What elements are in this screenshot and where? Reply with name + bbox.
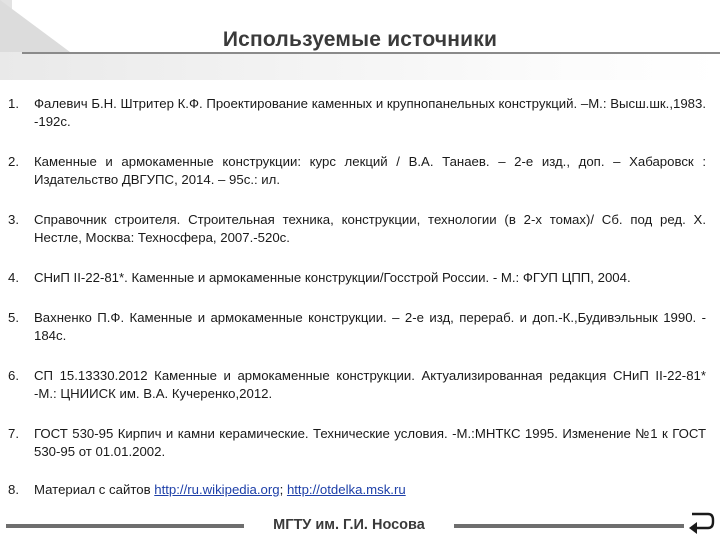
source-text: Вахненко П.Ф. Каменные и армокаменные конструкции. – 2-е изд, перераб. и доп.-К.,Будивэльнык 1990. - 184с.: [34, 310, 706, 343]
slide-title: Используемые источники: [222, 28, 498, 51]
source-number: 7.: [8, 426, 19, 441]
source-prefix: Материал с сайтов: [34, 482, 155, 497]
source-number: 1.: [8, 96, 19, 111]
footer-university: МГТУ им. Г.И. Носова: [273, 517, 425, 533]
source-number: 3.: [8, 212, 19, 227]
source-text: СНиП II-22-81*. Каменные и армокаменные конструкции/Госстрой России. - М.: ФГУП ЦПП, 2004.: [34, 270, 631, 285]
link-separator: ;: [279, 482, 287, 497]
wikipedia-link[interactable]: http://ru.wikipedia.org: [154, 482, 280, 497]
source-number: 2.: [8, 154, 19, 169]
source-text: Фалевич Б.Н. Штритер К.Ф. Проектирование каменных и крупнопанельных конструкций. –М.: Высш.шк.,1983. -192с.: [34, 96, 706, 129]
title-underline: [22, 52, 720, 54]
otdelka-link[interactable]: http://otdelka.msk.ru: [286, 482, 406, 497]
source-text: [34, 481, 706, 499]
return-arrow-icon[interactable]: [686, 508, 716, 536]
footer-bar-left: [6, 524, 244, 528]
source-number: 6.: [8, 368, 19, 383]
source-number: 8.: [8, 482, 19, 497]
footer-bar-right: [454, 524, 684, 528]
source-number: 4.: [8, 270, 19, 285]
source-text: Каменные и армокаменные конструкции: курс лекций / В.А. Танаев. – 2-е изд., доп. – Хабаровск : Издательство ДВГУПС, 2014. – 95с.: ил.: [34, 154, 706, 187]
source-text: ГОСТ 530-95 Кирпич и камни керамические. Технические условия. -М.:МНТКС 1995. Изменение №1 к ГОСТ 530-95 от 01.01.2002.: [34, 426, 706, 459]
title-band: [0, 52, 720, 80]
source-text: Справочник строителя. Строительная техника, конструкции, технологии (в 2-х томах)/ Сб. под ред. Х. Нестле, Москва: Техносфера, 2007.-520с.: [34, 212, 706, 245]
source-text: СП 15.13330.2012 Каменные и армокаменные конструкции. Актуализированная редакция СНиП II-22-81* -М.: ЦНИИСК им. В.А. Кучеренко,2012.: [34, 368, 706, 401]
source-number: 5.: [8, 310, 19, 325]
